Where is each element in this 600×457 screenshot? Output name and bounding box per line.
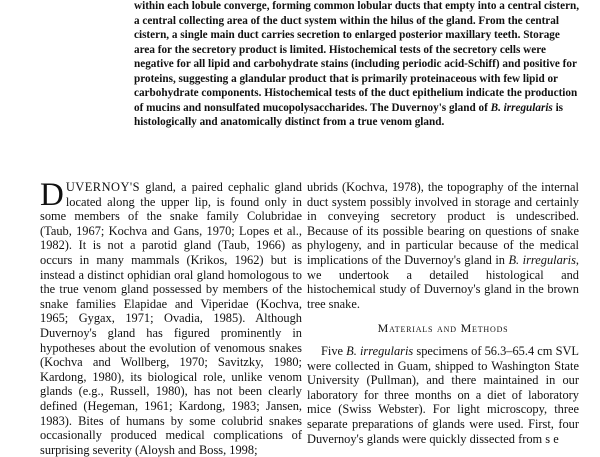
intro-continuation-paragraph [307, 180, 579, 311]
intro-lead-caps: UVERNOY'S [65, 180, 141, 194]
intro-text: gland, a paired cephalic gland located along the upper lip, is found only in some members of the snake family Colubridae (Taub, 1967; Kochva and Gans, 1970; Lopes et al., 1982). It is not a parotid gland (Taub, 1966) as occurs in many mammals (Krikos, 1962) but is instead a distinct ophidian oral gland homologous to the true venom gland possessed by members of the snake families Elapidae and Viperidae (Kochva, 1965; Gygax, 1971; Ovadia, 1985). Although Duvernoy's gland has figured prominently in hypotheses about the evolution of venomous snakes (Kochva and Wollberg, 1970; Savitzky, 1980; Kardong, 1980), its biological role, unlike venom glands (e.g., Russell, 1980), has not been clearly defined (Hegeman, 1961; Kardong, 1983; Jansen, 1983). Bites of humans by some colubrid snakes occasionally produced medical complications of surprising severity (Aloysh and Boss, 1998; [40, 180, 302, 457]
abstract-text [134, 0, 580, 130]
continuation-text-b: , we undertook a detailed histological and histochemical study of Duvernoy's gland in the brown tree snake. [307, 252, 579, 311]
drop-cap: D [40, 177, 64, 213]
abstract-part-2: is histologically and anatomically distinct from a true venom gland. [134, 101, 564, 128]
methods-paragraph [307, 344, 579, 446]
intro-paragraph [40, 177, 302, 457]
abstract-species: B. irregularis [490, 101, 553, 114]
methods-text-a: Five [321, 343, 347, 358]
left-column [40, 177, 302, 457]
methods-text-b: specimens of 56.3–65.4 cm SVL were collected in Guam, shipped to Washington State University (Pullman), and there maintained in our laboratory for three months on a diet of laboratory mice (Swiss Webster). For light microscopy, three separate preparations of glands were used. First, four Duvernoy's glands were quickly dissected from s e [307, 343, 579, 446]
methods-species: B. irregularis [346, 343, 414, 358]
continuation-text-a: ubrids (Kochva, 1978), the topography of the internal duct system possibly involved in storage and certainly in conveying secretory product is undescribed. Because of its possible bearing on questions of snake phylogeny, and in particular because of the medical implications of the Duvernoy's gland in [307, 180, 579, 267]
section-heading-materials-methods: Materials and Methods [377, 321, 509, 336]
right-column [307, 180, 579, 446]
continuation-species: B. irregularis [508, 252, 576, 267]
abstract-part-1: within each lobule converge, forming common lobular ducts that empty into a central cistern, a central collecting area of the duct system within the hilus of the gland. From the central cistern, a single main duct carries secretion to enlarged posterior maxillary teeth. Storage area for the secretory product is limited. Histochemical tests of the secretory cells were negative for all lipid and carbohydrate stains (including periodic acid-Schiff) and positive for proteins, suggesting a glandular product that is primarily proteinaceous with few lipid or carbohydrate components. Histochemical tests of the duct epithelium indicate the production of mucins and nonsulfated mucopolysaccharides. The Duvernoy's gland of [134, 0, 580, 114]
